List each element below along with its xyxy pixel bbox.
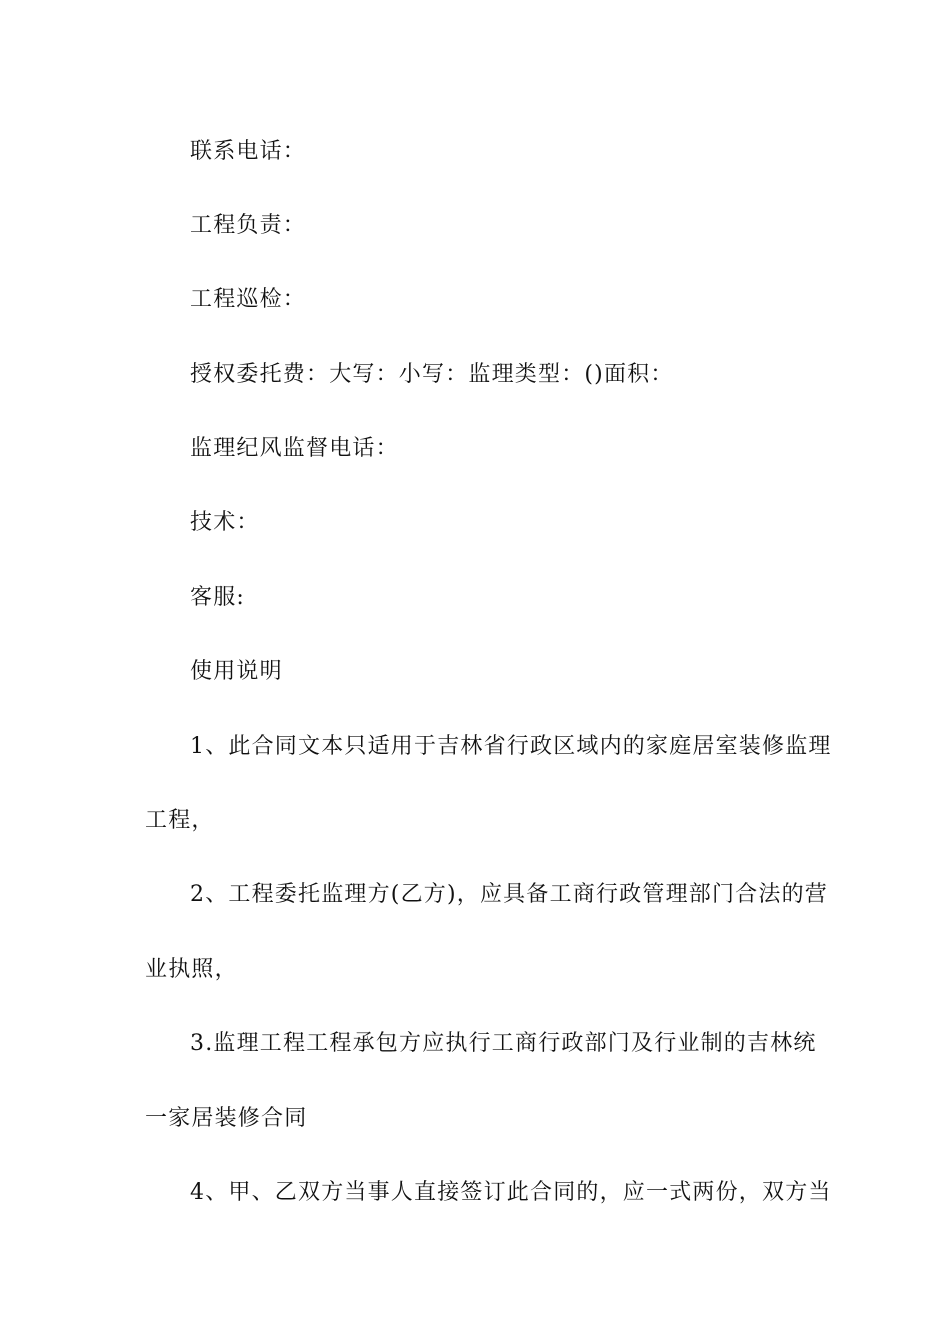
contact-phone-field: 联系电话： <box>190 139 307 164</box>
instruction-item-2-line-1: 2、工程委托监理方(乙方)，应具备工商行政管理部门合法的营 <box>190 882 828 907</box>
instruction-item-2-line-2: 业执照， <box>145 957 238 982</box>
instruction-item-4-line-1: 4、甲、乙双方当事人直接签订此合同的，应一式两份，双方当 <box>190 1180 832 1205</box>
customer-service-field: 客服: <box>190 585 246 610</box>
tech-field: 技术： <box>190 510 260 535</box>
instruction-item-3-line-2: 一家居装修合同 <box>145 1106 308 1131</box>
project-leader-field: 工程负责： <box>190 213 307 238</box>
project-inspection-field: 工程巡检： <box>190 287 307 312</box>
discipline-phone-field: 监理纪风监督电话： <box>190 436 399 461</box>
fee-field: 授权委托费：大写：小写：监理类型：()面积： <box>190 362 674 387</box>
instruction-item-3-line-1: 3.监理工程工程承包方应执行工商行政部门及行业制的吉林统 <box>190 1031 817 1056</box>
instruction-item-1-line-2: 工程， <box>145 808 215 833</box>
instructions-heading: 使用说明 <box>190 659 283 684</box>
instruction-item-1-line-1: 1、此合同文本只适用于吉林省行政区域内的家庭居室装修监理 <box>190 734 832 759</box>
